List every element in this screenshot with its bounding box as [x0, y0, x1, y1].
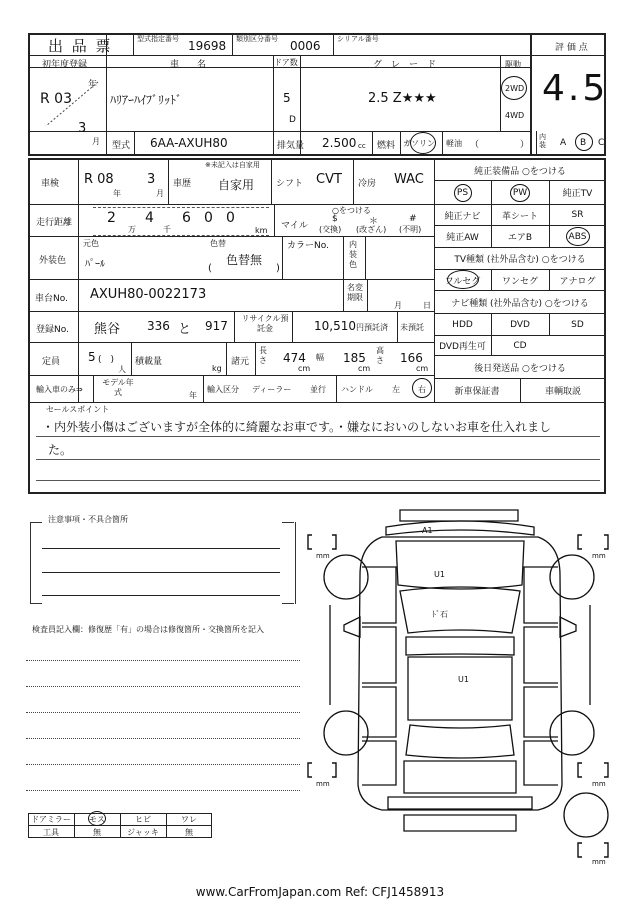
- model-year-unit: 年: [189, 391, 197, 400]
- fuel-label: 燃料: [377, 141, 396, 151]
- recycle-unpaid: 未預託: [400, 323, 424, 332]
- tv-fullseg: フルセグ: [444, 276, 481, 287]
- tv-analog: アナログ: [559, 276, 596, 287]
- rating-label: 評 価 点: [555, 43, 588, 53]
- history-note: ※未記入は自家用: [205, 161, 260, 169]
- fuel-gasoline: ガソリン: [403, 139, 435, 148]
- grade-value: 2.5 Z★★★: [368, 91, 437, 106]
- mileage-digit-1: 2: [107, 210, 116, 226]
- parallel-label: 並行: [310, 385, 326, 394]
- inspection-month-mark: 月: [156, 189, 164, 198]
- chassis-value: AXUH80-0022173: [90, 287, 207, 302]
- caution-label: 注意事項・不具合箇所: [48, 515, 128, 524]
- equip-pw: PW: [512, 187, 528, 198]
- right-handle-circle: [412, 378, 432, 398]
- category-no: 0006: [290, 39, 321, 53]
- footer-watermark: www.CarFromJapan.com Ref: CFJ1458913: [195, 885, 445, 899]
- interior-label: 内装: [539, 133, 546, 149]
- repaint-label: 色替: [210, 239, 226, 248]
- orig-color-label: 元色: [83, 239, 99, 248]
- equip-tv: 純正TV: [562, 189, 593, 199]
- bracket-fl: [308, 535, 312, 549]
- table-cell-mirror: ドアミラー: [31, 814, 71, 824]
- equip-airbag: エアB: [507, 233, 533, 243]
- ac-value: WAC: [394, 172, 424, 187]
- capacity-value: 5: [88, 350, 96, 364]
- docs-warranty: 新車保証書: [454, 387, 500, 397]
- interior-b: B: [580, 138, 587, 148]
- left-front-fender: [362, 567, 396, 623]
- body-outline: [358, 537, 562, 810]
- front-right-wheel: [550, 555, 594, 599]
- term-label: 名変期限: [347, 283, 363, 302]
- month-mark: 月: [92, 137, 100, 146]
- bracket-spare: [578, 843, 582, 857]
- left-front-door: [362, 627, 396, 683]
- equip-abs-circle: [566, 227, 590, 246]
- capacity-label: 定員: [42, 357, 61, 367]
- bracket-fr: [578, 535, 582, 549]
- rear-window: [406, 725, 514, 758]
- rear-bumper-lower: [404, 815, 516, 831]
- inspection-era: R 08: [84, 172, 114, 187]
- term-day: 日: [423, 301, 431, 310]
- docs-manual: 車輌取説: [544, 387, 581, 397]
- right-front-fender: [524, 567, 558, 623]
- hood-panel: [396, 541, 524, 589]
- car-name: ﾊﾘｱｰﾊｲﾌﾞﾘｯﾄﾞ: [110, 93, 183, 107]
- bracket-rl: [308, 763, 312, 777]
- diagram-mark-u1-mid: U1: [458, 675, 469, 684]
- first-reg-label: 初年度登録: [42, 60, 88, 70]
- right-label: 右: [418, 385, 426, 394]
- height-unit: cm: [416, 364, 429, 373]
- mileage-label: 走行距離: [36, 218, 73, 228]
- equip-navi: 純正ナビ: [444, 211, 481, 222]
- inspection-month: 3: [147, 172, 156, 187]
- reg-kana: と: [178, 322, 192, 337]
- orig-color: ﾊﾟｰﾙ: [85, 259, 105, 270]
- repaint-value: 色替無: [226, 253, 263, 267]
- width-value: 185: [343, 351, 366, 365]
- diagram-mark-roof: ﾄﾞ石: [432, 610, 448, 619]
- equip-leather: 革シート: [501, 211, 538, 222]
- repaint-paren-close: ): [276, 263, 280, 274]
- model-type: 6AA-AXUH80: [150, 136, 228, 150]
- interior-a: A: [560, 138, 567, 148]
- tv-title: TV種類 (社外品含む) ○をつける: [454, 255, 586, 265]
- left-label: 左: [392, 385, 400, 394]
- shift-label: シフト: [276, 179, 304, 189]
- diagram-mark-u1-top: U1: [434, 570, 445, 579]
- drive-2wd-circle: [501, 76, 527, 100]
- table-cell-tools: 工具: [43, 827, 59, 837]
- first-reg-month: 3: [78, 121, 87, 136]
- mileage-digit-5: 0: [226, 210, 235, 226]
- table-cell-break: ワレ: [181, 814, 197, 824]
- table-cell-jack-value: 無: [185, 827, 193, 837]
- reg-no: 917: [205, 319, 228, 333]
- interior-color-label: 内装色: [349, 240, 357, 269]
- sales-points-line-2: た。: [48, 443, 73, 457]
- table-cell-moss: モス: [89, 814, 105, 824]
- serial-label: シリアル番号: [337, 35, 379, 43]
- mm-unit-fr: mm: [592, 552, 606, 560]
- right-rear-door: [524, 687, 558, 737]
- left-mirror: [344, 617, 360, 637]
- table-cell-jack: ジャッキ: [127, 827, 159, 837]
- equipment-title: 純正装備品 ○をつける: [474, 166, 566, 177]
- km-unit: km: [255, 226, 268, 235]
- term-month: 月: [394, 301, 402, 310]
- import-label: 輸入車のみ⇒: [36, 385, 83, 394]
- capacity-paren: ( ): [98, 355, 115, 365]
- front-bumper: [400, 510, 518, 521]
- reg-area: 熊谷: [94, 322, 121, 337]
- year-mark: 年: [88, 80, 98, 90]
- navi-hdd: HDD: [452, 319, 473, 330]
- drive-2wd: 2WD: [505, 84, 525, 93]
- inspection-label: 車検: [41, 179, 60, 189]
- tv-oneseg: ワンセグ: [501, 276, 538, 287]
- chassis-label: 車台No.: [35, 294, 68, 304]
- tamper-label: ＊: [369, 217, 379, 227]
- table-cell-crack: ヒビ: [135, 814, 151, 824]
- mileage-digit-4: 0: [204, 210, 213, 226]
- dims-label: 諸元: [231, 357, 250, 367]
- door-type: D: [289, 115, 296, 125]
- moss-circle: [88, 811, 106, 826]
- navi-sd: SD: [571, 319, 584, 330]
- ac-label: 冷房: [358, 179, 377, 189]
- mm-unit-spare: mm: [592, 858, 606, 866]
- diagram-mark-a1: A1: [422, 526, 433, 535]
- windshield: [400, 587, 520, 633]
- recycle-amount: 10,510: [314, 319, 356, 333]
- cd-label: CD: [513, 340, 527, 351]
- bracket-fr-r: [604, 535, 608, 549]
- bracket-spare-r: [604, 843, 608, 857]
- bracket-rl-r: [332, 763, 336, 777]
- roof-inner: [408, 657, 512, 720]
- fuel-paren-close: ）: [520, 140, 530, 150]
- sen-unit: 千: [163, 225, 171, 234]
- unknown-label: #: [409, 214, 417, 224]
- height-value: 166: [400, 351, 423, 365]
- right-rear-fender: [524, 741, 558, 785]
- model-year-label: モデル年式: [102, 378, 134, 397]
- sales-points-line-1: ・内外装小傷はございますが全体的に綺麗なお車です。・嫌なにおいのしないお車を仕入れまし: [42, 420, 552, 434]
- roof-panel: [406, 637, 514, 655]
- trunk-panel: [404, 761, 516, 793]
- length-label: 長さ: [259, 346, 267, 365]
- mileage-box: [93, 207, 269, 236]
- car-name-label: 車 名: [170, 60, 207, 70]
- rear-left-wheel: [324, 711, 368, 755]
- doors-value: 5: [283, 91, 291, 105]
- load-label: 積載量: [135, 357, 163, 367]
- height-label: 高さ: [376, 346, 384, 365]
- interior-b-circle: [575, 133, 593, 151]
- equip-abs: ABS: [568, 231, 587, 242]
- drive-label: 駆動: [505, 60, 521, 69]
- model-cert-no: 19698: [188, 39, 227, 53]
- caution-box: [30, 522, 296, 604]
- history-label: 車歴: [173, 179, 192, 189]
- grade-label: グ レ ー ド: [373, 60, 437, 70]
- right-mirror: [560, 617, 576, 637]
- recycle-unit: 円預託済: [356, 323, 388, 332]
- exchange-label: $: [332, 214, 338, 224]
- length-unit: cm: [298, 364, 311, 373]
- equip-pw-circle: [510, 184, 530, 202]
- mm-unit-fl: mm: [316, 552, 330, 560]
- width-unit: cm: [358, 364, 371, 373]
- import-type-label: 輸入区分: [207, 385, 239, 394]
- recycle-label: リサイクル預託金: [241, 314, 289, 333]
- bracket-fl-r: [332, 535, 336, 549]
- inspection-year-mark: 年: [113, 189, 121, 198]
- dealer-label: ディーラー: [252, 385, 292, 394]
- displacement: 2.500: [322, 136, 357, 150]
- capacity-unit: 人: [118, 365, 126, 374]
- doors-label: ドア数: [274, 58, 298, 67]
- fuel-light-oil: 軽油: [446, 139, 462, 148]
- table-cell-tools-value: 無: [93, 827, 101, 837]
- right-front-door: [524, 627, 558, 683]
- circle-note: ○をつける: [332, 206, 371, 215]
- displacement-unit: cc: [358, 142, 366, 150]
- fuel-gasoline-circle: [410, 132, 436, 154]
- mileage-digit-2: 4: [145, 210, 154, 226]
- drive-4wd: 4WD: [505, 111, 525, 120]
- unknown-sub: (不明): [399, 225, 422, 234]
- inspector-label: 検査員記入欄：修復歴「有」の場合は修復箇所・交換箇所を記入: [32, 625, 264, 634]
- mileage-digit-3: 6: [182, 210, 191, 226]
- bracket-rr-r: [604, 763, 608, 777]
- reg-label: 登録No.: [36, 325, 69, 335]
- spare-wheel: [564, 793, 608, 837]
- equip-aw: 純正AW: [446, 233, 479, 243]
- dvd-label: DVD再生可: [439, 342, 486, 352]
- model-type-label: 型式: [112, 141, 131, 151]
- interior-c: C: [598, 138, 605, 148]
- page-title: 出 品 票: [48, 37, 113, 55]
- equip-ps-circle: [454, 184, 472, 202]
- docs-title: 後日発送品 ○をつける: [474, 363, 566, 374]
- sales-points-label: セールスポイント: [46, 405, 110, 414]
- car-diagram: [300, 505, 620, 865]
- rating-value: 4.5: [542, 68, 609, 109]
- load-unit: kg: [212, 364, 222, 373]
- repaint-paren-open: (: [208, 263, 212, 274]
- handle-label: ハンドル: [341, 385, 373, 394]
- bracket-rr: [578, 763, 582, 777]
- rear-right-wheel: [550, 711, 594, 755]
- tamper-sub: (改ざん): [356, 225, 387, 234]
- navi-title: ナビ種類 (社外品含む) ○をつける: [451, 298, 589, 309]
- category-label: 類別区分番号: [236, 35, 278, 43]
- displacement-label: 排気量: [277, 141, 305, 151]
- color-label: 外装色: [39, 256, 67, 266]
- color-no-label: カラーNo.: [287, 241, 329, 251]
- model-cert-label: 型式指定番号: [137, 35, 179, 43]
- shift-value: CVT: [316, 172, 342, 187]
- length-value: 474: [283, 351, 306, 365]
- rear-bumper: [388, 797, 532, 809]
- left-rear-fender: [362, 741, 396, 785]
- mile-label: マイル: [281, 221, 308, 231]
- tv-fullseg-circle: [447, 270, 479, 289]
- mm-unit-rr: mm: [592, 780, 606, 788]
- exchange-sub: (交換): [319, 225, 342, 234]
- equip-sr: SR: [571, 210, 584, 220]
- front-left-wheel: [324, 555, 368, 599]
- equip-ps: PS: [456, 187, 469, 198]
- first-reg-year: R 03: [40, 91, 72, 107]
- navi-dvd: DVD: [510, 319, 530, 330]
- front-bumper-lip: [386, 521, 534, 535]
- width-label: 幅: [316, 353, 324, 362]
- reg-class: 336: [147, 319, 170, 333]
- man-unit: 万: [128, 225, 136, 234]
- fuel-paren-open: （: [470, 140, 480, 150]
- mm-unit-rl: mm: [316, 780, 330, 788]
- history-value: 自家用: [218, 178, 255, 192]
